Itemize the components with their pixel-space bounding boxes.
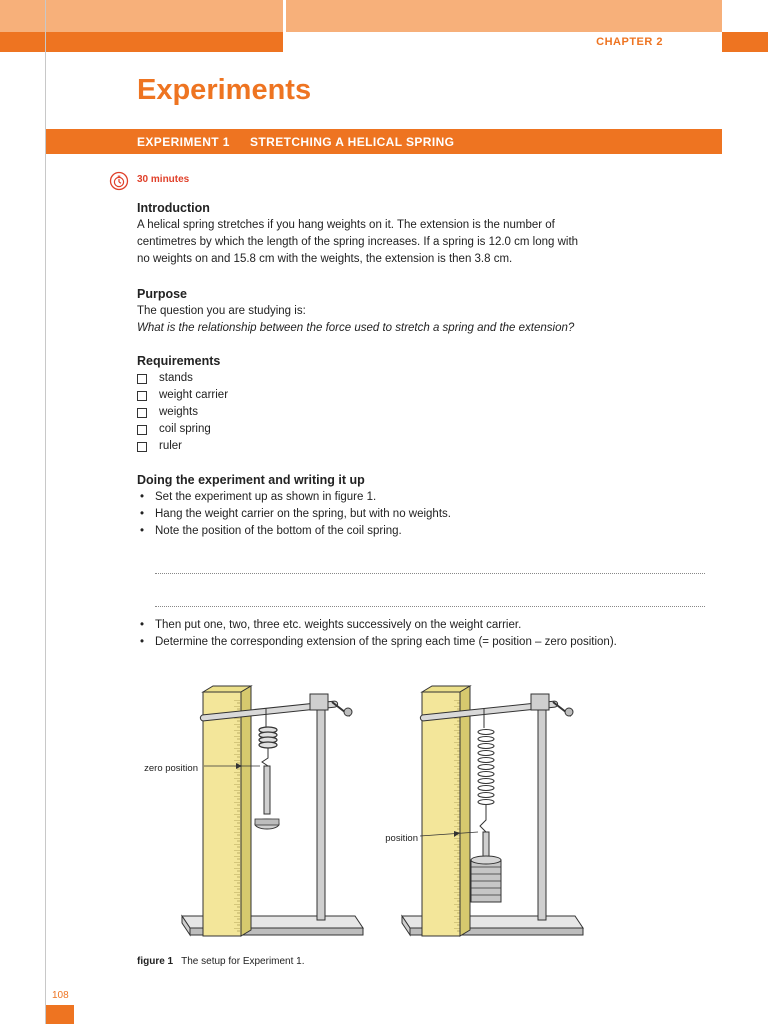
caption-text: The setup for Experiment 1. [181,956,305,967]
procedure-section [137,473,727,540]
requirement-item: weight carrier [137,387,727,404]
requirements-section [137,354,727,455]
purpose-heading: Purpose [137,287,188,301]
stand-left [182,686,363,936]
procedure-step: • Note the position of the bottom of the coil spring. [140,525,402,537]
checkbox-icon[interactable] [137,391,147,401]
purpose-section [137,287,727,337]
checkbox-icon[interactable] [137,425,147,435]
position-label: position [385,833,418,844]
purpose-intro: The question you are studying is: [137,305,306,317]
requirement-item: ruler [137,438,727,455]
procedure-step: • Determine the corresponding extension of the spring each time (= position – zero position). [140,636,617,648]
checkbox-icon[interactable] [137,374,147,384]
stand-right [402,686,583,936]
requirement-item: weights [137,404,727,421]
procedure-step: • Set the experiment up as shown in figure 1. [140,491,377,503]
requirement-item: coil spring [137,421,727,438]
procedure-step: • Then put one, two, three etc. weights successively on the weight carrier. [140,619,522,631]
caption-label: figure 1 [137,956,174,967]
answer-line[interactable] [155,606,705,607]
purpose-question: What is the relationship between the force used to stretch a spring and the extension? [137,322,575,334]
introduction-line: A helical spring stretches if you hang weights on it. The extension is the number of [137,219,555,231]
page-number: 108 [52,990,69,1001]
duration-text: 30 minutes [137,174,190,185]
answer-line[interactable] [155,573,705,574]
procedure-section-continued [137,617,727,651]
figure-caption [137,956,305,967]
header-band-left [0,0,283,32]
checkbox-icon[interactable] [137,442,147,452]
chapter-label: CHAPTER 2 [596,36,663,48]
page-title: Experiments [137,74,312,106]
introduction-section [137,201,727,268]
stopwatch-icon [109,171,129,191]
page-tab [46,1005,74,1024]
requirement-item: stands [137,370,727,387]
experiment-number: EXPERIMENT 1 [137,135,230,149]
header-band-right [286,0,722,32]
introduction-line: centimetres by which the length of the spring increases. If a spring is 12.0 cm long with [137,236,579,248]
checkbox-icon[interactable] [137,408,147,418]
header-stripe-right [722,32,768,52]
introduction-heading: Introduction [137,201,210,215]
introduction-line: no weights on and 15.8 cm with the weights, the extension is then 3.8 cm. [137,253,513,265]
header-stripe-left [0,32,283,52]
procedure-step: • Hang the weight carrier on the spring, but with no weights. [140,508,451,520]
procedure-heading: Doing the experiment and writing it up [137,473,365,487]
requirements-heading: Requirements [137,354,221,368]
zero-position-label: zero position [144,763,198,774]
experiment-name: STRETCHING A HELICAL SPRING [250,135,455,149]
experiment-bar [46,129,722,154]
experiment-setup-illustration [120,670,600,960]
